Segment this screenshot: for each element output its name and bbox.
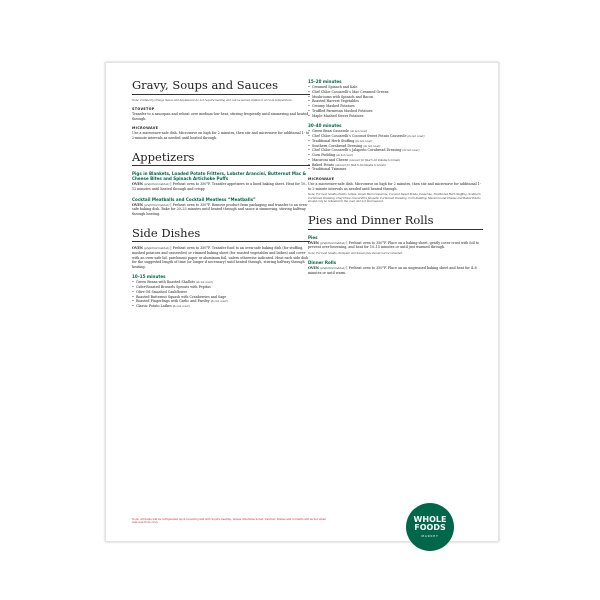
dish-name: Roasted Butternut Squash with Cranberries and Sage [135,294,227,299]
best-results-note: Note: For best results, Potato Latkes, Green Bean Casserole, Coconut Sweet Potato Casserole, Traditional Herb Stuffing, Southern Cornbread Dressing, Chef Chloe Coscarelli’s Jalapeño Cornbread Dressing, Corn Pudding, Macaroni and Cheese and Baked Potato should only be reheated in the oven and not microwaved. [308,193,481,204]
preferred-method-note: (preferred method) [143,203,170,207]
dish-note: (do not cover) [172,305,190,309]
oven-label: OVEN [132,246,143,251]
oven-label: OVEN [132,202,143,207]
section-divider [132,165,310,166]
left-column [132,79,310,309]
pies-instructions: OVEN (preferred method) | Preheat oven to 350°F. Place on a baking sheet, gently cover crust with foil to prevent over-browning, and heat for 10–15 minutes or until just warmed through. [308,240,480,250]
dish-note: (do not cover) [350,130,368,134]
gravy-section-title: Gravy, Soups and Sauces [132,78,279,92]
dish-name: Macaroni and Cheese [311,157,349,162]
appetizer-group-2-name: Cocktail Meatballs and Cocktail Meatless “Meatballs” [132,196,256,202]
appetizer-group-1-name: Pigs in Blankets, Loaded Potato Fritters, Lobster Arancini, Butternut Mac & Cheese Bites and Spinach Artichoke Puffs [132,171,307,182]
side-dishes-10-15-list [132,280,310,309]
side-dishes-oven-instructions: OVEN (preferred method) | Preheat oven to 350°F. Transfer food to an oven-safe baking dish (for stuffing, mashed potatoes and casseroles) or rimmed baking sheet (for roasted vegetables and latkes) and cover with an oven-safe lid, parchment paper or aluminum foil, unless otherwise indicated. Heat each side dish for the suggested length of time (or longer if necessary) until heated through, stirring halfway through heating. [132,246,309,269]
time-label-10-15: 10–15 minutes [132,274,166,280]
appetizer-group-1-instructions: OVEN (preferred method) | Preheat oven to 350°F. Transfer appetizers to a lined baking sheet. Heat for 10–12 minutes until heated through and crispy. [132,182,307,192]
appetizer-group-2-text: Preheat oven to 350°F. Remove product from packaging and transfer to an oven-safe baking dish. Bake for 20–25 minutes until heated through and sauce is simmering, stirring halfway through heating. [132,202,308,217]
oven-label: OVEN [308,266,319,271]
logo-line-3: MARKET [421,534,439,538]
sides-microwave-label: MICROWAVE [308,177,335,182]
dish-name: Baked Potato [311,162,335,167]
dish-name: Mushrooms with Spinach and Bacon [311,94,374,99]
dinner-rolls-text: Preheat oven to 350°F. Place on an ungreased baking sheet and heat for 4–8 minutes or until warm. [308,266,477,275]
dish-name: Classic Potato Latkes [135,304,172,309]
refrigeration-caution-note: Note: All items will be refrigerated upon receiving and will require heating, unless otherwise noted. Caution: Dishes and contents will be hot when removed from oven. [132,517,326,525]
gravy-microwave-instructions: Use a microwave-safe dish. Microwave on high for 2 minutes, then stir and microwave for additional 1- to 2-minute intervals as needed until heated through. [132,131,310,140]
dish-name: Chef Chloe Coscarelli’s Jalapeño Cornbread Dressing [311,148,402,153]
dish-name: Corn Pudding [311,153,336,158]
list-item [308,167,483,172]
appetizer-group-1-text: Preheat oven to 350°F. Transfer appetizers to a lined baking sheet. Heat for 10–12 minutes until heated through and crispy. [132,182,307,192]
pies-rolls-section-title: Pies and Dinner Rolls [308,212,434,227]
preferred-method-note: (preferred method) [319,241,346,245]
dish-name: Creamed Spinach and Kale [311,85,358,89]
logo-line-1: WHOLE [413,515,447,524]
dish-name: Green Bean Casserole [311,129,350,134]
pies-label: Pies [308,234,318,240]
dish-name: Roasted Harvest Vegetables [311,99,359,104]
side-dishes-oven-text: Preheat oven to 350°F. Transfer food to an oven-safe baking dish (for stuffing, mashed potatoes and casseroles) or rimmed baking sheet (for roasted vegetables and latkes) and cover with an oven-safe lid, parchment paper or aluminum foil, unless otherwise indicated. Heat each side dish for the suggested length of time (or longer if necessary) until heated through, stirring halfway through heating. [132,246,309,269]
preferred-method-note: (preferred method) [319,267,346,271]
dish-note: (uncover for final 5–10 minutes to brown) [349,158,400,162]
dish-note: (do not cover) [363,144,381,148]
section-divider [132,94,310,95]
appetizer-group-2-instructions: OVEN (preferred method) | Preheat oven to 350°F. Remove product from packaging and transfer to an oven-safe baking dish. Bake for 20–25 minutes until heated through and sauce is simmering, stirring halfway through heating. [132,202,308,217]
dish-name: Green Beans with Roasted Shallots [135,280,195,285]
dish-note: (do not cover) [355,139,373,143]
side-dishes-15-20-list [308,85,483,118]
sides-microwave-instructions: Use a microwave-safe dish. Microwave on high for 2 minutes, then stir and microwave for additional 1- to 2-minute intervals as needed until heated through. [308,182,481,191]
gravy-microwave-label: MICROWAVE [132,126,159,131]
dish-note: (do not cover) [195,281,213,285]
dish-name: Traditional Herb Stuffing [311,138,355,143]
dinner-rolls-instructions: OVEN (preferred method) | Preheat oven to 350°F. Place on an ungreased baking sheet and heat for 4–8 minutes or until warm. [308,266,477,275]
whole-foods-logo [406,503,454,551]
section-divider [132,241,310,242]
stovetop-label: STOVETOP [132,107,155,112]
dish-name: Truffled Parmesan Mashed Potatoes [311,108,373,113]
dish-name: Chef Chloe Coscarelli’s Coconut Sweet Potato Casserole [311,134,407,139]
side-dishes-30-40-list [308,129,483,172]
dish-name: Traditional Tzimmes [311,167,347,172]
time-label-15-20: 15–20 minutes [308,79,342,84]
dish-note: (do not cover) [402,149,420,153]
logo-line-2: FOODS [414,523,446,532]
gravy-note: Note: Cranberry Orange Sauce and Applesauce do not require heating and can be served chilled or at room temperature. [132,98,293,102]
pies-text: Preheat oven to 350°F. Place on a baking sheet, gently cover crust with foil to prevent over-browning, and heat for 10–15 minutes or until just warmed through. [308,240,480,250]
time-label-30-40: 30–40 minutes [308,123,342,129]
section-divider [308,229,483,230]
dinner-rolls-label: Dinner Rolls [308,260,337,266]
dish-name: Cider-Roasted Brussels Sprouts with Pepitas [135,285,211,290]
appetizers-section-title: Appetizers [132,149,195,164]
stovetop-instructions: Transfer to a saucepan and reheat over medium-low heat, stirring frequently until simmering and heated through. [132,112,309,121]
preferred-method-note: (preferred method) [143,183,170,187]
dish-name: Creamy Mashed Potatoes [311,104,355,109]
pies-note: Note: For best results, Pumpkin and Sweet pies should not be reheated. [308,251,403,255]
dish-name: Roasted Fingerlings with Garlic and Parsley [135,299,210,304]
dish-name: Olive Oil Smashed Cauliflower [135,289,188,294]
side-dishes-section-title: Side Dishes [132,225,201,240]
right-column [308,79,483,278]
preferred-method-note: (preferred method) [143,247,170,251]
dish-note: (uncover for final 5–10 minutes to brown) [335,163,386,167]
dish-note: (do not cover) [336,154,354,158]
oven-label: OVEN [132,182,143,187]
dish-name: Chef Chloe Coscarelli’s Mac Creamed Greens [311,89,389,94]
dish-note: (do not cover) [407,135,425,139]
oven-label: OVEN [308,240,319,245]
dish-note: (do not cover) [210,300,228,304]
dish-name: Maple Mashed Sweet Potatoes [311,113,364,118]
list-item [132,304,310,309]
dish-name: Southern Cornbread Dressing [311,143,363,148]
reheating-instructions-sheet [105,62,499,542]
list-item [308,114,483,119]
